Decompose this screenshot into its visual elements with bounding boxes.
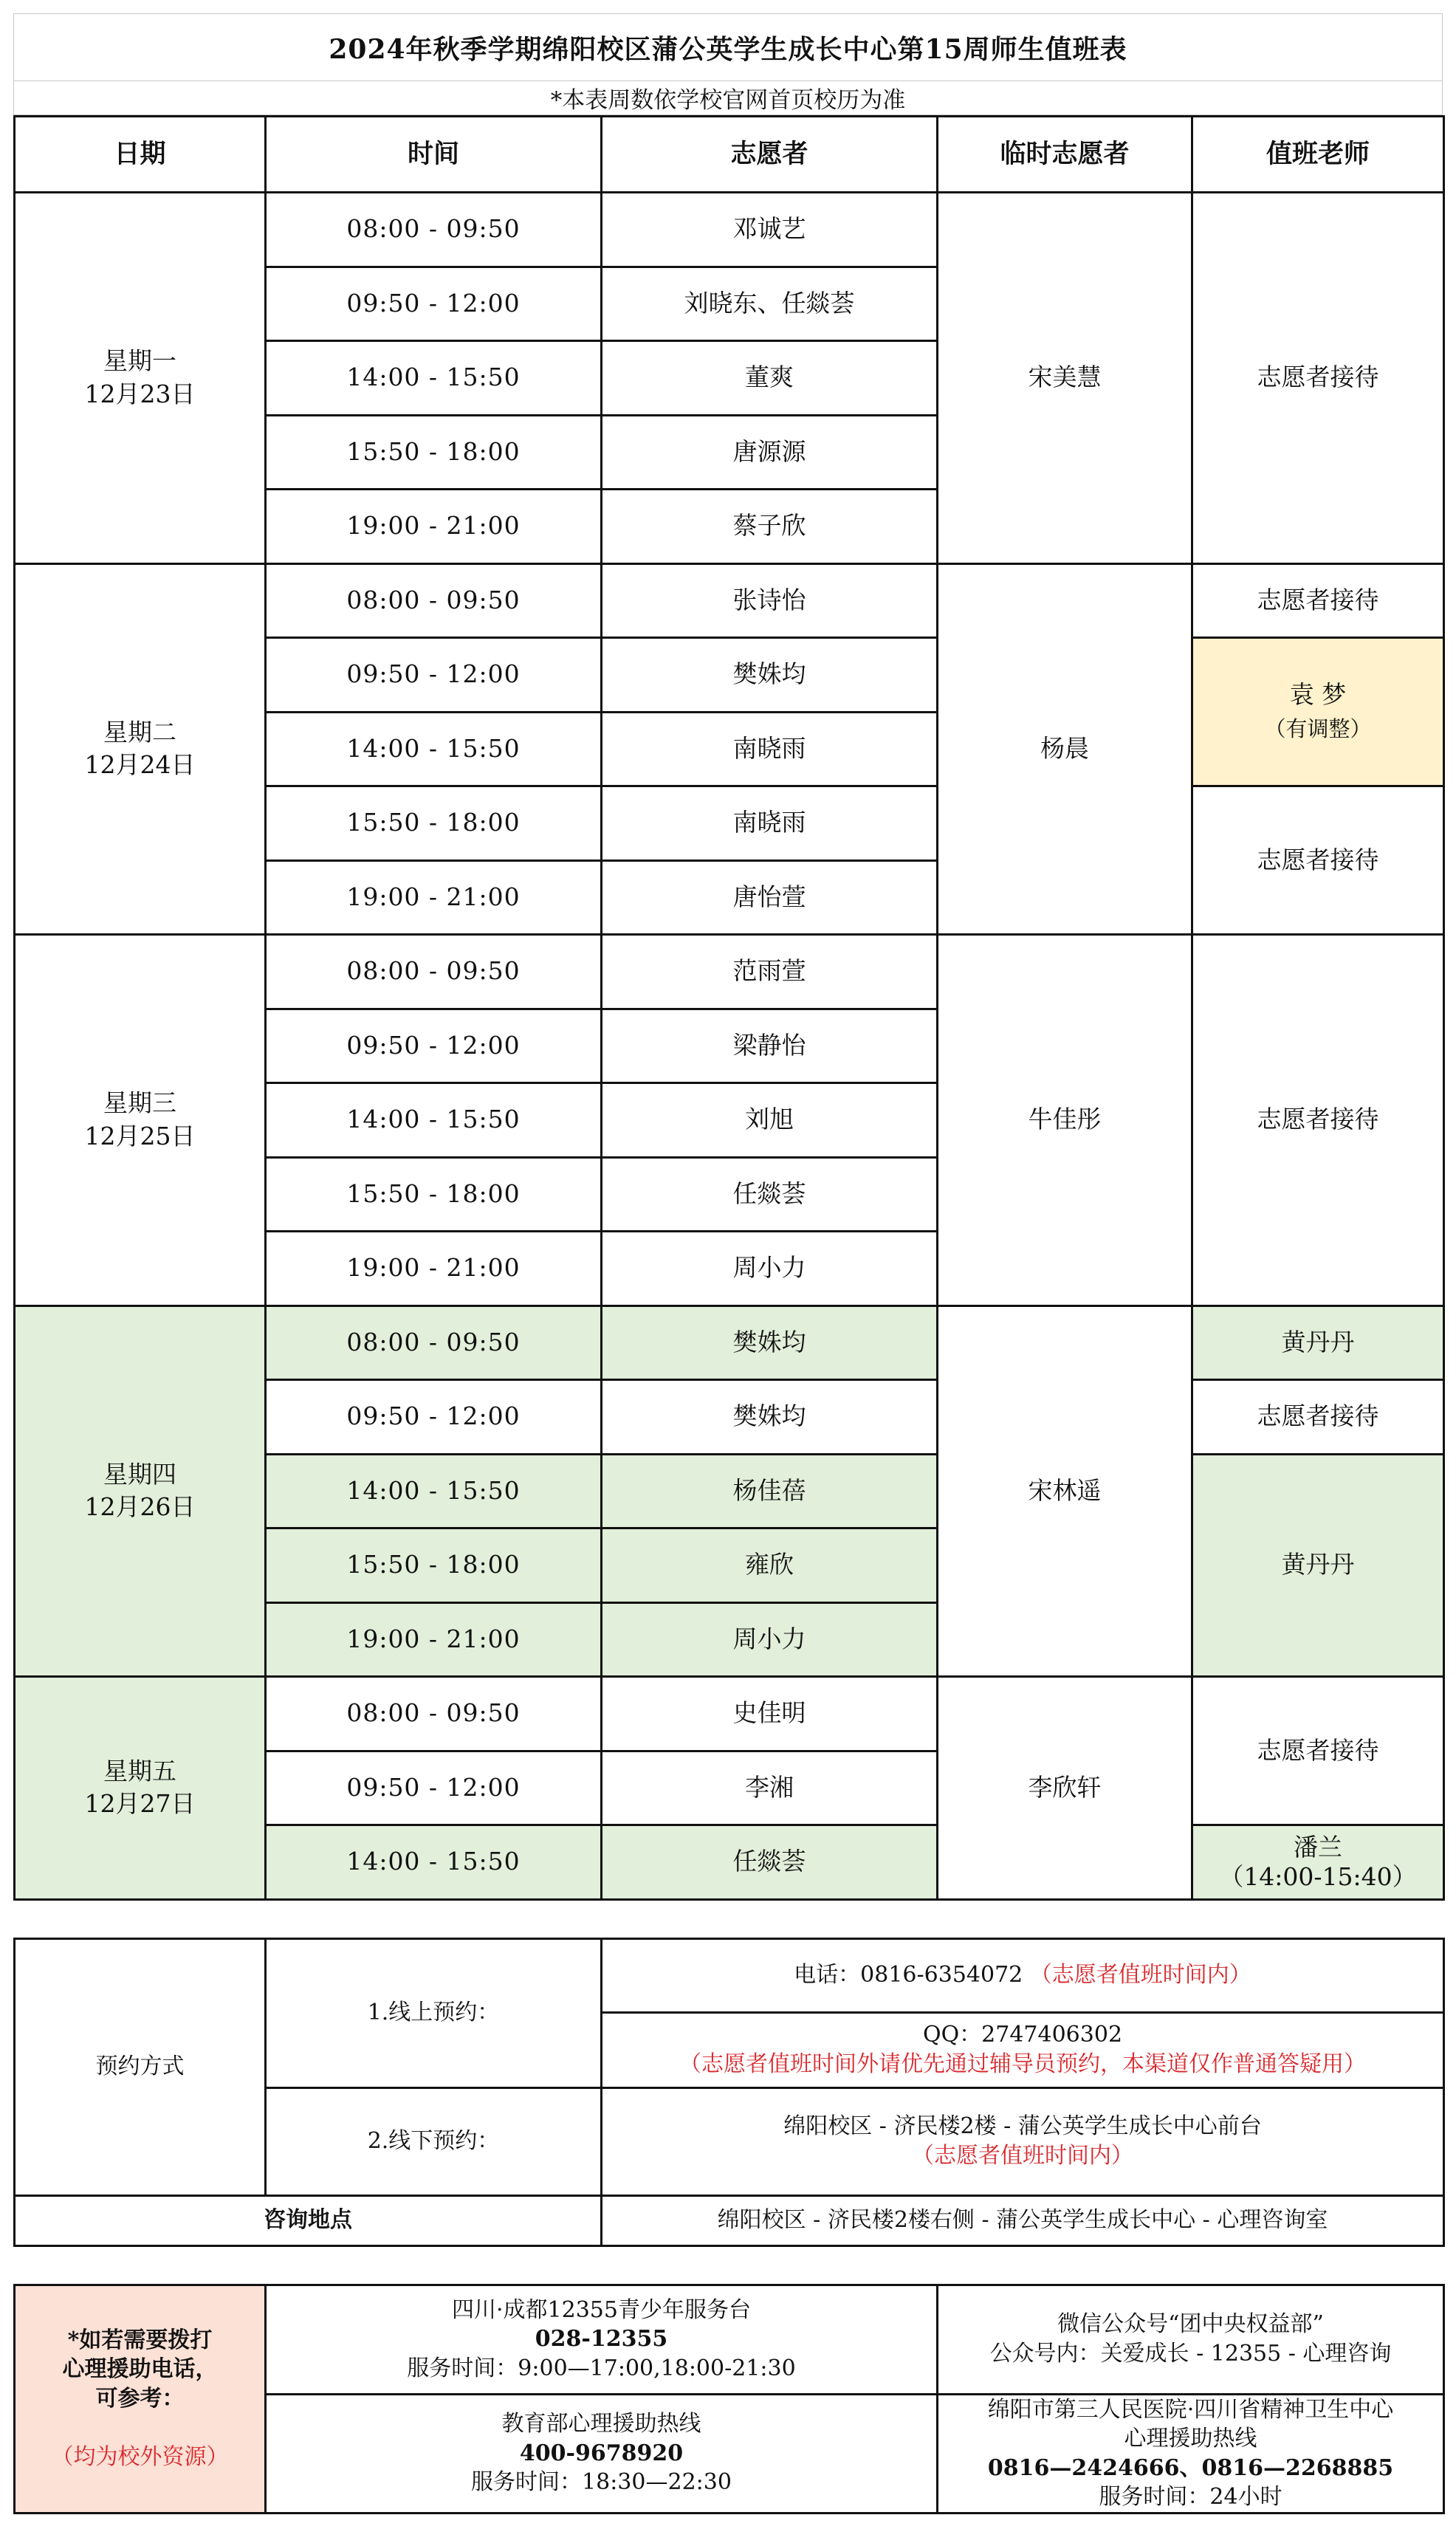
time-cell: 19:00 - 21:00: [266, 490, 602, 564]
teacher-cell-adjusted: 袁 梦 （有调整）: [1192, 638, 1444, 786]
volunteer-cell: 樊姝均: [602, 1380, 938, 1455]
teacher-cell: 潘兰 （14:00-15:40）: [1192, 1825, 1444, 1900]
hotline-hospital-cell: 绵阳市第三人民医院·四川省精神卫生中心 心理援助热线 0816—2424666、0816—2268885 服务时间：24小时: [938, 2394, 1444, 2513]
table-header-row: [15, 117, 1444, 193]
day-cell-monday: 星期一 12月23日: [15, 193, 266, 564]
volunteer-cell: 刘旭: [602, 1083, 938, 1158]
temp-volunteer-cell: 宋美慧: [938, 193, 1192, 564]
time-cell: 15:50 - 18:00: [266, 786, 602, 861]
hotline-chengdu-cell: 四川·成都12355青少年服务台 028-12355 服务时间：9:00—17:00,18:00-21:30: [266, 2285, 938, 2394]
time-cell: 09:50 - 12:00: [266, 1380, 602, 1455]
time-cell: 08:00 - 09:50: [266, 193, 602, 267]
offline-booking-cell: 绵阳校区 - 济民楼2楼 - 蒲公英学生成长中心前台 （志愿者值班时间内）: [602, 2087, 1444, 2195]
time-cell: 19:00 - 21:00: [266, 1232, 602, 1306]
section-gap: [13, 1901, 1443, 1938]
volunteer-cell: 范雨萱: [602, 935, 938, 1009]
time-cell: 14:00 - 15:50: [266, 1825, 602, 1900]
hotline-intro-cell: *如若需要拨打 心理援助电话， 可参考： （均为校外资源）: [15, 2285, 266, 2513]
day-cell-thursday: 星期四 12月26日: [15, 1305, 266, 1677]
col-header-time: 时间: [266, 117, 602, 193]
time-cell: 09:50 - 12:00: [266, 638, 602, 713]
calendar-note: *本表周数依学校官网首页校历为准: [13, 81, 1443, 115]
volunteer-cell: 邓诚艺: [602, 193, 938, 267]
day-cell-wednesday: 星期三 12月25日: [15, 935, 266, 1306]
duty-schedule-table: [13, 115, 1445, 1901]
col-header-duty-teacher: 值班老师: [1192, 117, 1444, 193]
time-cell: 14:00 - 15:50: [266, 341, 602, 416]
volunteer-cell: 董爽: [602, 341, 938, 416]
volunteer-cell: 杨佳蓓: [602, 1454, 938, 1528]
teacher-cell: 志愿者接待: [1192, 1380, 1444, 1455]
volunteer-cell: 周小力: [602, 1232, 938, 1306]
time-cell: 15:50 - 18:00: [266, 415, 602, 490]
time-cell: 14:00 - 15:50: [266, 1454, 602, 1528]
teacher-cell: 黄丹丹: [1192, 1305, 1444, 1380]
phone-booking-cell: 电话：0816-6354072 （志愿者值班时间内）: [602, 1938, 1444, 2012]
temp-volunteer-cell: 杨晨: [938, 563, 1192, 935]
table-row: [15, 193, 1444, 267]
volunteer-cell: 任燚荟: [602, 1825, 938, 1900]
section-gap: [13, 2247, 1443, 2284]
teacher-cell: 志愿者接待: [1192, 1677, 1444, 1825]
hotline-moe-cell: 教育部心理援助热线 400-9678920 服务时间：18:30—22:30: [266, 2394, 938, 2513]
time-cell: 08:00 - 09:50: [266, 563, 602, 638]
qq-booking-cell: QQ：2747406302 （志愿者值班时间外请优先通过辅导员预约，本渠道仅作普通答疑用）: [602, 2012, 1444, 2087]
col-header-temp-volunteer: 临时志愿者: [938, 117, 1192, 193]
volunteer-cell: 张诗怡: [602, 563, 938, 638]
time-cell: 15:50 - 18:00: [266, 1157, 602, 1232]
col-header-volunteer: 志愿者: [602, 117, 938, 193]
volunteer-cell: 樊姝均: [602, 638, 938, 713]
table-row: [15, 563, 1444, 638]
booking-label: 预约方式: [15, 1938, 266, 2195]
page-title: 2024年秋季学期绵阳校区蒲公英学生成长中心第15周师生值班表: [13, 13, 1443, 81]
time-cell: 08:00 - 09:50: [266, 1305, 602, 1380]
volunteer-cell: 任燚荟: [602, 1157, 938, 1232]
table-row: [15, 1305, 1444, 1380]
time-cell: 14:00 - 15:50: [266, 712, 602, 786]
teacher-cell: 志愿者接待: [1192, 786, 1444, 935]
volunteer-cell: 蔡子欣: [602, 490, 938, 564]
volunteer-cell: 雍欣: [602, 1528, 938, 1603]
temp-volunteer-cell: 牛佳彤: [938, 935, 1192, 1306]
volunteer-cell: 周小力: [602, 1602, 938, 1677]
booking-table: [13, 1938, 1445, 2247]
day-cell-friday: 星期五 12月27日: [15, 1677, 266, 1900]
table-row: [15, 2285, 1444, 2394]
time-cell: 08:00 - 09:50: [266, 1677, 602, 1751]
volunteer-cell: 史佳明: [602, 1677, 938, 1751]
hotline-wechat-cell: 微信公众号“团中央权益部” 公众号内：关爱成长 - 12355 - 心理咨询: [938, 2285, 1444, 2394]
online-booking-label: 1.线上预约：: [266, 1938, 602, 2087]
time-cell: 08:00 - 09:50: [266, 935, 602, 1009]
table-row: [15, 2195, 1444, 2245]
day-cell-tuesday: 星期二 12月24日: [15, 563, 266, 935]
col-header-date: 日期: [15, 117, 266, 193]
volunteer-cell: 唐怡萱: [602, 860, 938, 935]
time-cell: 14:00 - 15:50: [266, 1083, 602, 1158]
volunteer-cell: 刘晓东、任燚荟: [602, 267, 938, 341]
volunteer-cell: 樊姝均: [602, 1305, 938, 1380]
teacher-cell: 志愿者接待: [1192, 563, 1444, 638]
teacher-cell: 志愿者接待: [1192, 193, 1444, 564]
consult-location-cell: 绵阳校区 - 济民楼2楼右侧 - 蒲公英学生成长中心 - 心理咨询室: [602, 2195, 1444, 2245]
temp-volunteer-cell: 李欣轩: [938, 1677, 1192, 1900]
volunteer-cell: 李湘: [602, 1751, 938, 1825]
temp-volunteer-cell: 宋林遥: [938, 1305, 1192, 1677]
volunteer-cell: 南晓雨: [602, 712, 938, 786]
time-cell: 09:50 - 12:00: [266, 267, 602, 341]
time-cell: 09:50 - 12:00: [266, 1751, 602, 1825]
time-cell: 19:00 - 21:00: [266, 860, 602, 935]
teacher-cell: 黄丹丹: [1192, 1454, 1444, 1677]
time-cell: 15:50 - 18:00: [266, 1528, 602, 1603]
hotline-table: [13, 2284, 1445, 2514]
table-row: [15, 935, 1444, 1009]
volunteer-cell: 南晓雨: [602, 786, 938, 861]
teacher-cell: 志愿者接待: [1192, 935, 1444, 1306]
time-cell: 09:50 - 12:00: [266, 1009, 602, 1083]
offline-booking-label: 2.线下预约：: [266, 2087, 602, 2195]
table-row: [15, 1938, 1444, 2012]
consult-location-label: 咨询地点: [15, 2195, 602, 2245]
schedule-document: [13, 13, 1443, 2514]
time-cell: 19:00 - 21:00: [266, 1602, 602, 1677]
volunteer-cell: 梁静怡: [602, 1009, 938, 1083]
volunteer-cell: 唐源源: [602, 415, 938, 490]
table-row: [15, 1677, 1444, 1751]
